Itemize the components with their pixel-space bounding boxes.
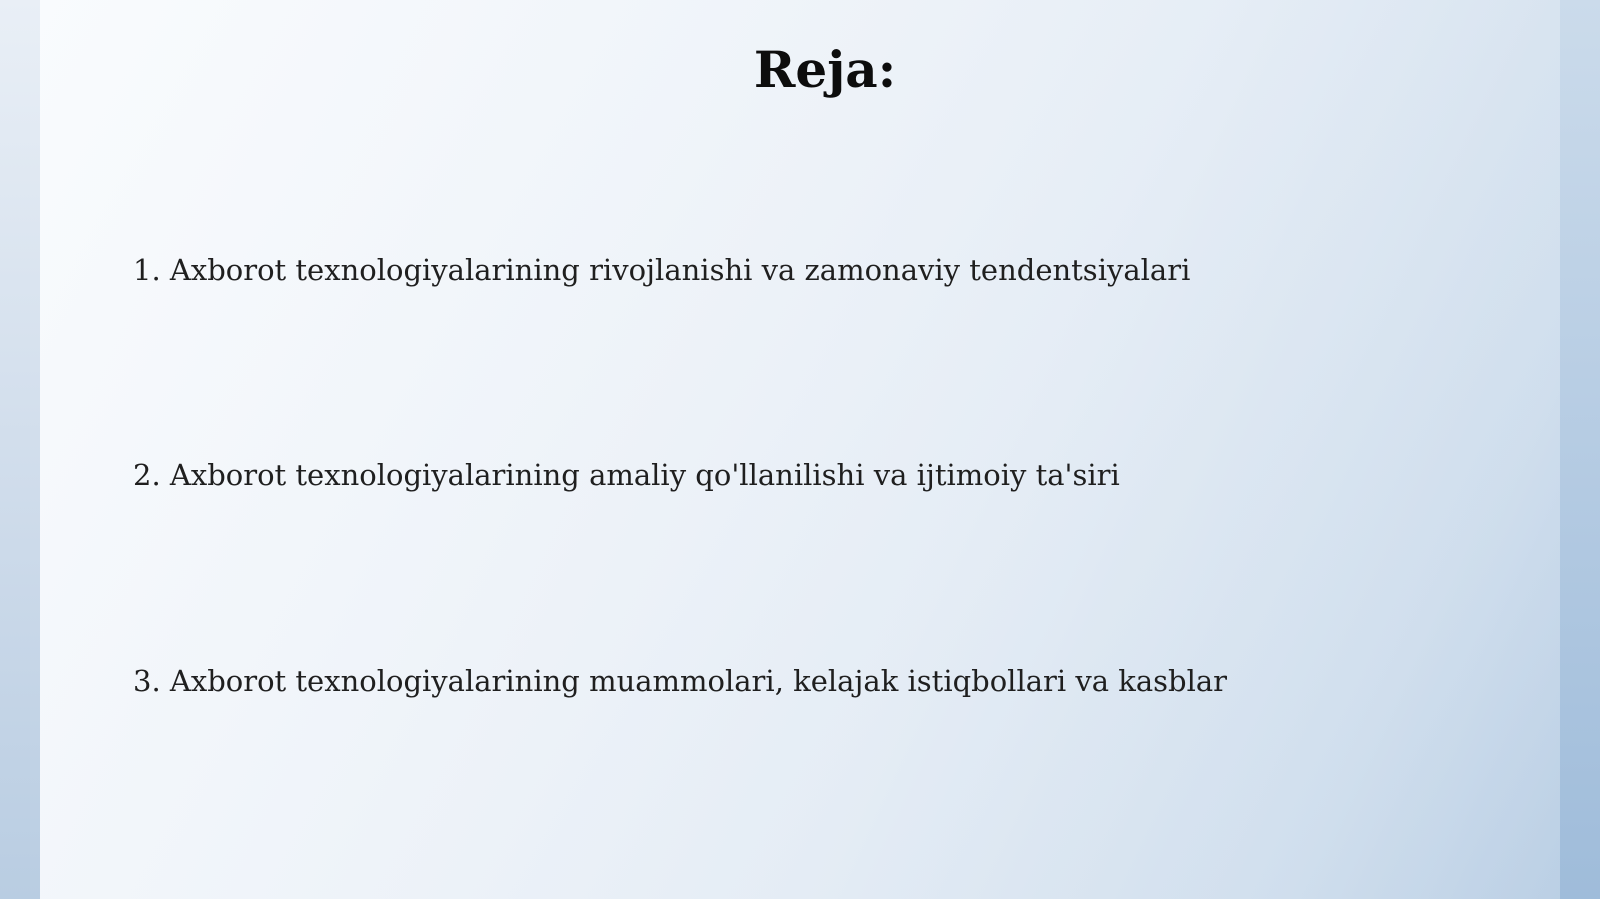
plan-item-number: 2. (133, 458, 161, 492)
plan-item-text: Axborot texnologiyalarining rivojlanishi va zamonaviy tendentsiyalari (169, 253, 1191, 287)
plan-item-number: 1. (133, 253, 161, 287)
plan-item-number: 3. (133, 664, 161, 698)
plan-item-text: Axborot texnologiyalarining amaliy qo'llanilishi va ijtimoiy ta'siri (169, 458, 1120, 492)
slide-title: Reja: (753, 40, 897, 99)
plan-item-text: Axborot texnologiyalarining muammolari, kelajak istiqbollari va kasblar (169, 664, 1228, 698)
plan-item-1 (133, 251, 1190, 289)
plan-item-2 (133, 456, 1120, 494)
plan-item-3 (133, 662, 1227, 700)
slide-right-edge (1560, 0, 1600, 899)
slide-left-edge (0, 0, 40, 899)
slide-content (40, 0, 1560, 899)
